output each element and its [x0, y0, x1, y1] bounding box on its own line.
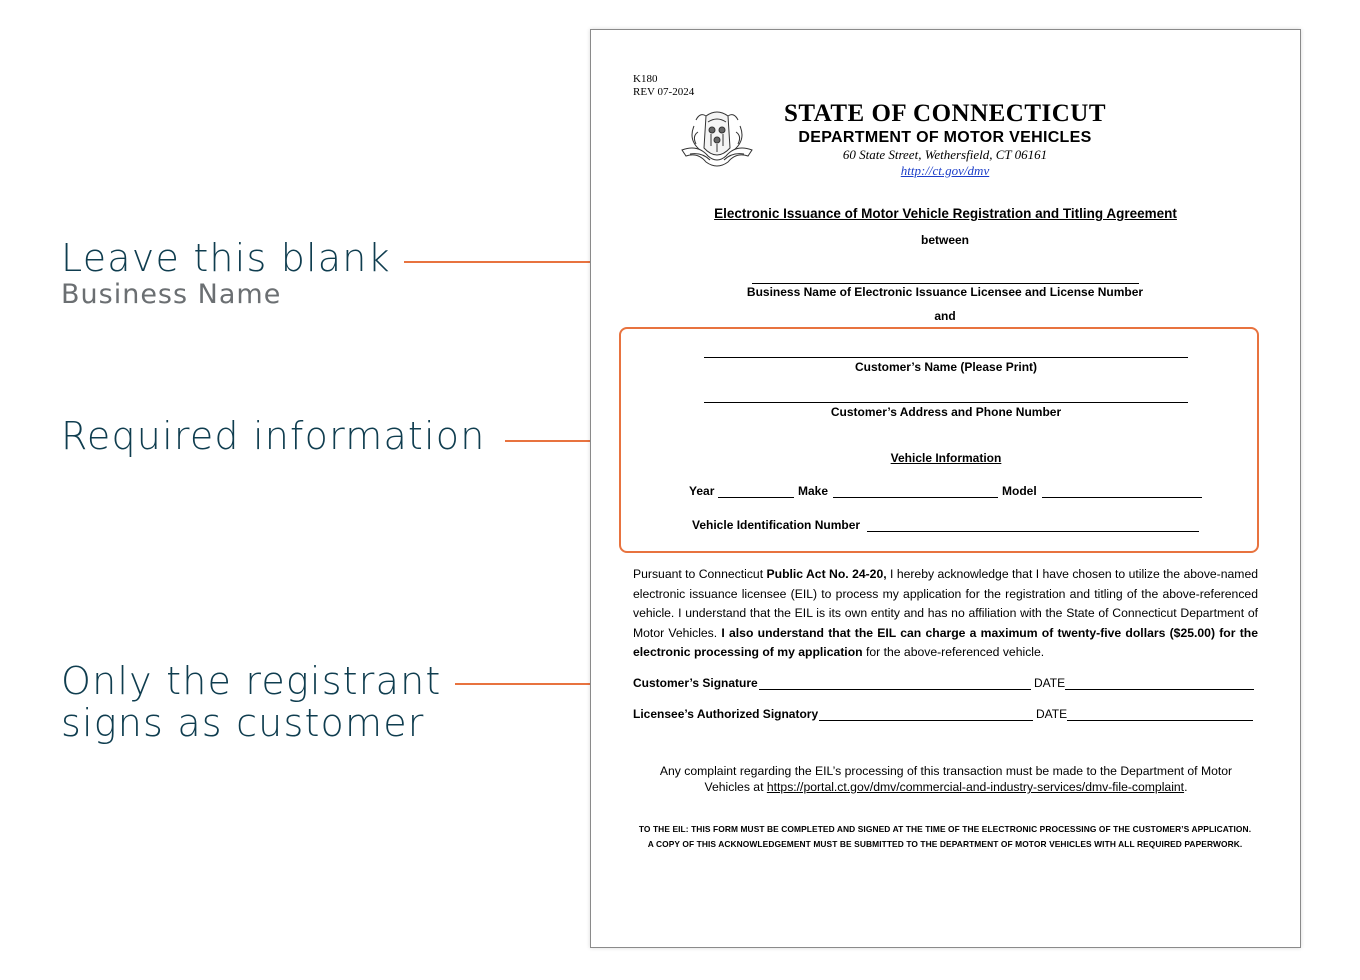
- paragraph-text-1: Pursuant to Connecticut: [633, 567, 767, 581]
- customer-signature-label: Customer’s Signature: [633, 676, 758, 690]
- annotation-leave-blank-title: Leave this blank: [61, 236, 391, 280]
- form-revision: REV 07-2024: [633, 86, 695, 98]
- make-field[interactable]: [833, 497, 998, 498]
- business-name-field[interactable]: [752, 283, 1139, 284]
- customer-address-label: Customer’s Address and Phone Number: [830, 405, 1062, 419]
- make-label: Make: [798, 484, 829, 498]
- state-heading: STATE OF CONNECTICUT: [783, 100, 1107, 127]
- annotation-required-information: [61, 415, 486, 457]
- complaint-text: Any complaint regarding the EIL’s processing of this transaction must be made to the Department of Motor Vehicles at: [659, 764, 1233, 794]
- vin-field[interactable]: [867, 531, 1199, 532]
- leader-line-signature: [455, 683, 607, 685]
- annotation-leave-blank: [61, 237, 391, 311]
- customer-date-label: DATE: [1034, 676, 1066, 690]
- business-name-label: Business Name of Electronic Issuance Licensee and License Number: [746, 285, 1144, 299]
- licensee-signatory-label: Licensee’s Authorized Signatory: [633, 707, 819, 721]
- complaint-portal-link[interactable]: https://portal.ct.gov/dmv/commercial-and-industry-services/dmv-file-complaint: [766, 780, 1185, 794]
- annotation-registrant-signs: [61, 660, 441, 744]
- customer-address-field[interactable]: [704, 402, 1188, 403]
- customer-name-label: Customer’s Name (Please Print): [854, 360, 1038, 374]
- and-label: and: [934, 309, 956, 323]
- public-act-reference: Public Act No. 24-20,: [766, 567, 887, 581]
- complaint-notice: [640, 763, 1252, 795]
- licensee-date-label: DATE: [1036, 707, 1068, 721]
- form-number: K180: [633, 73, 658, 85]
- model-label: Model: [1002, 484, 1037, 498]
- eil-instruction-line-1: TO THE EIL: THIS FORM MUST BE COMPLETED AND SIGNED AT THE TIME OF THE ELECTRONIC PROCESSING OF THE CUSTOMER’S APPLICATION.: [638, 824, 1252, 834]
- model-field[interactable]: [1042, 497, 1202, 498]
- vehicle-information-heading: Vehicle Information: [890, 451, 1002, 465]
- year-label: Year: [689, 484, 715, 498]
- annotation-registrant-line-2: signs as customer: [61, 701, 425, 745]
- customer-signature-field[interactable]: [759, 689, 1031, 690]
- paragraph-text-2: I hereby acknowledge that I have chosen to utilize the above-named electronic issuance licensee (EIL) to process my application for the registration and titling of the above-referenced vehicle. I understand that the EIL is its own entity and has no affiliation with the State of Connecticut Department of Motor Vehicles.: [633, 567, 1259, 640]
- department-heading: DEPARTMENT OF MOTOR VEHICLES: [798, 129, 1092, 146]
- year-field[interactable]: [718, 497, 794, 498]
- dmv-website-link[interactable]: http://ct.gov/dmv: [900, 163, 990, 178]
- annotation-registrant-line-1: Only the registrant: [61, 659, 442, 703]
- customer-name-field[interactable]: [704, 357, 1188, 358]
- fee-disclosure: I also understand that the EIL can charge a maximum of twenty-five dollars ($25.00) for the electronic processing of my application: [633, 625, 1258, 659]
- agreement-title: Electronic Issuance of Motor Vehicle Registration and Titling Agreement: [714, 206, 1177, 221]
- annotation-business-name-subtitle: Business Name: [61, 279, 282, 310]
- between-label: between: [920, 233, 969, 247]
- acknowledgement-paragraph: [633, 565, 1258, 663]
- form-code: [633, 73, 694, 99]
- vin-label: Vehicle Identification Number: [692, 518, 861, 532]
- annotation-required-title: Required information: [61, 414, 486, 458]
- complaint-end: .: [1184, 780, 1188, 794]
- paragraph-text-3: for the above-referenced vehicle.: [862, 645, 1045, 659]
- department-address: 60 State Street, Wethersfield, CT 06161: [842, 147, 1048, 162]
- licensee-date-field[interactable]: [1067, 720, 1253, 721]
- customer-date-field[interactable]: [1065, 689, 1254, 690]
- eil-instruction-line-2: A COPY OF THIS ACKNOWLEDGEMENT MUST BE SUBMITTED TO THE DEPARTMENT OF MOTOR VEHICLES WITH ALL REQUIRED PAPERWORK.: [647, 839, 1243, 849]
- licensee-signature-field[interactable]: [819, 720, 1033, 721]
